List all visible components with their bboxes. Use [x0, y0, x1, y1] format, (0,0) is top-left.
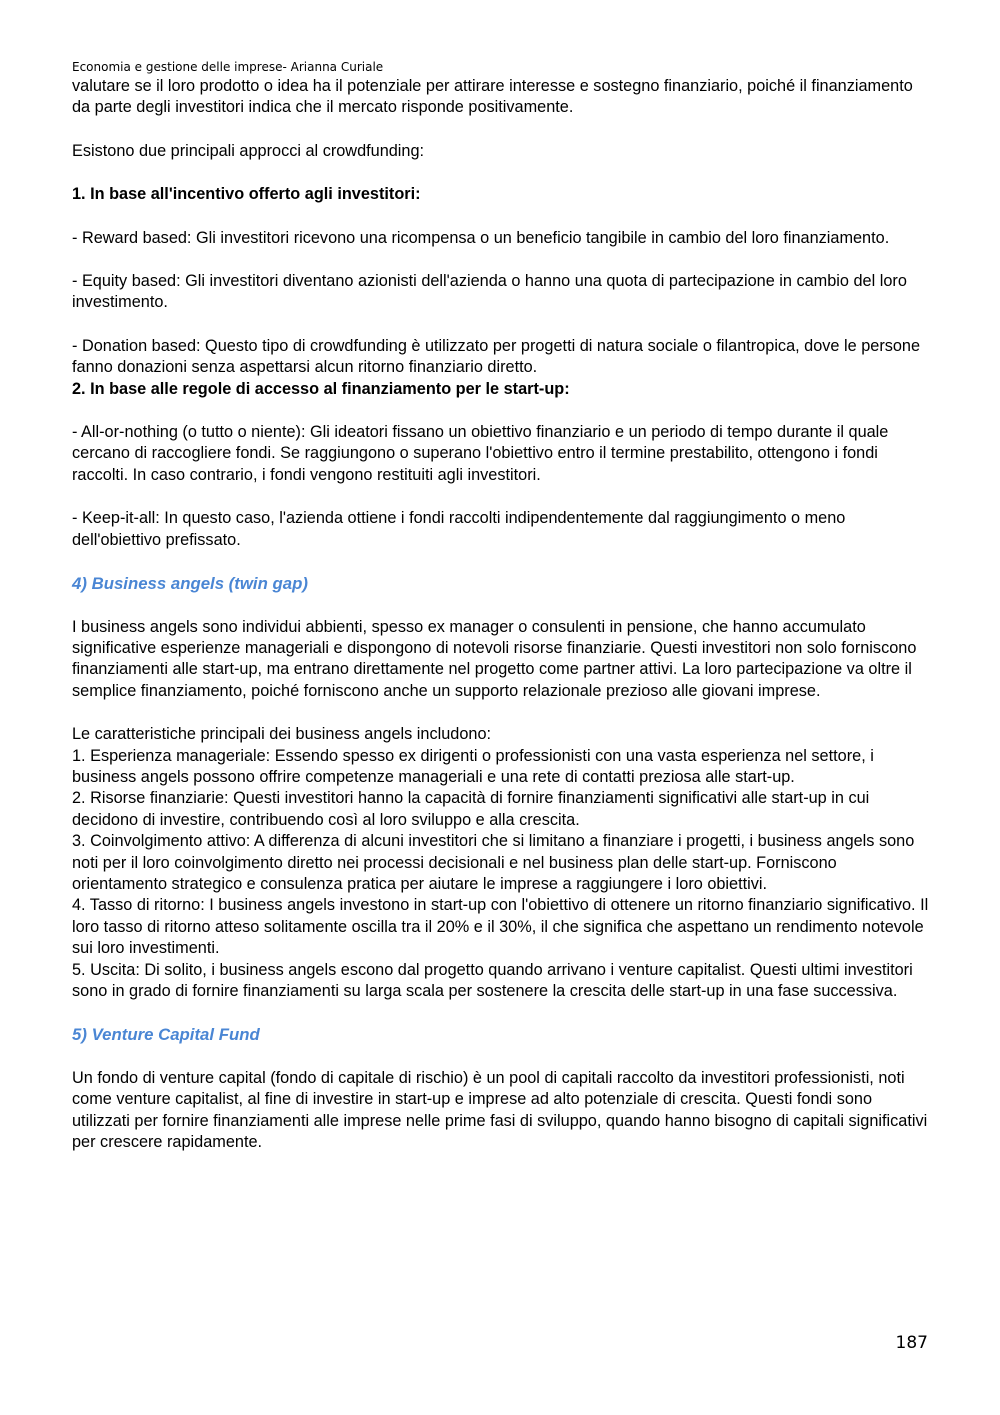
list-item: - Donation based: Questo tipo di crowdfunding è utilizzato per progetti di natura sociale o filantropica, dove le persone fanno donazioni senza aspettarsi alcun ritorno finanziario diretto. [72, 336, 921, 377]
list-item: - Reward based: Gli investitori ricevono una ricompensa o un beneficio tangibile in cambio del loro finanziamento. [72, 228, 890, 247]
section-title: 4) Business angels (twin gap) [72, 574, 308, 594]
list-item: 5. Uscita: Di solito, i business angels escono dal progetto quando arrivano i venture capitalist. Questi ultimi investitori sono in grado di fornire finanziamenti su larga scala per sostenere la crescita delle start-up in una fase successiva. [72, 960, 913, 1000]
paragraph: I business angels sono individui abbienti, spesso ex manager o consulenti in pensione, che hanno accumulato significative esperienze manageriali e dispongono di notevoli risorse finanziarie. Questi investitori non solo forniscono finanziamenti alle start-up, ma entrano direttamente nel progetto come partner attivi. La loro partecipazione va oltre il semplice finanziamento, poiché forniscono anche un supporto relazionale prezioso alle giovani imprese. [72, 617, 917, 700]
subheading: 2. In base alle regole di accesso al finanziamento per le start-up: [72, 379, 570, 398]
list-item: - Equity based: Gli investitori diventano azionisti dell'azienda o hanno una quota di partecipazione in cambio del loro investimento. [72, 272, 907, 312]
list-item: 4. Tasso di ritorno: I business angels investono in start-up con l'obiettivo di ottenere un ritorno finanziario significativo. Il loro tasso di ritorno atteso solitamente oscilla tra il 20% e il 30%, il che significa che aspettano un rendimento notevole sui loro investimenti. [72, 896, 929, 958]
page-number: 187 [895, 1333, 928, 1353]
section-title: 5) Venture Capital Fund [72, 1025, 260, 1045]
paragraph: Le caratteristiche principali dei business angels includono: [72, 725, 492, 744]
subheading: 1. In base all'incentivo offerto agli investitori: [72, 185, 421, 204]
running-header: Economia e gestione delle imprese- Arianna Curiale [72, 60, 384, 74]
paragraph: Un fondo di venture capital (fondo di capitale di rischio) è un pool di capitali raccolto da investitori professionisti, noti come venture capitalist, al fine di investire in start-up e imprese ad alto potenziale di crescita. Questi fondi sono utilizzati per fornire finanziamenti alle imprese nelle prime fasi di sviluppo, quando hanno bisogno di capitali significativi per crescere rapidamente. [72, 1068, 928, 1152]
paragraph: Esistono due principali approcci al crowdfunding: [72, 141, 425, 160]
list-item: - All-or-nothing (o tutto o niente): Gli ideatori fissano un obiettivo finanziario e un periodo di tempo durante il quale cercano di raccogliere fondi. Se raggiungono o superano l'obiettivo entro il termine prestabilito, ottengono i fondi raccolti. In caso contrario, i fondi vengono restituiti agli investitori. [72, 423, 889, 484]
document-body [72, 76, 934, 1153]
list-item: 2. Risorse finanziarie: Questi investitori hanno la capacità di fornire finanziamenti significativi alle start-up in cui decidono di investire, contribuendo così al loro sviluppo e alla crescita. [72, 789, 870, 829]
list-item: - Keep-it-all: In questo caso, l'azienda ottiene i fondi raccolti indipendentemente dal raggiungimento o meno dell'obiettivo prefissato. [72, 509, 846, 549]
paragraph: valutare se il loro prodotto o idea ha il potenziale per attirare interesse e sostegno finanziario, poiché il finanziamento da parte degli investitori indica che il mercato risponde positivamente. [72, 77, 913, 117]
list-item: 3. Coinvolgimento attivo: A differenza di alcuni investitori che si limitano a finanziare i progetti, i business angels sono noti per il loro coinvolgimento diretto nei processi decisionali e nel business plan delle start-up. Forniscono orientamento strategico e consulenza pratica per aiutare le imprese a raggiungere i loro obiettivi. [72, 832, 915, 893]
list-item: 1. Esperienza manageriale: Essendo spesso ex dirigenti o professionisti con una vasta esperienza nel settore, i business angels possono offrire competenze manageriali e una rete di contatti preziosa alle start-up. [72, 746, 874, 786]
